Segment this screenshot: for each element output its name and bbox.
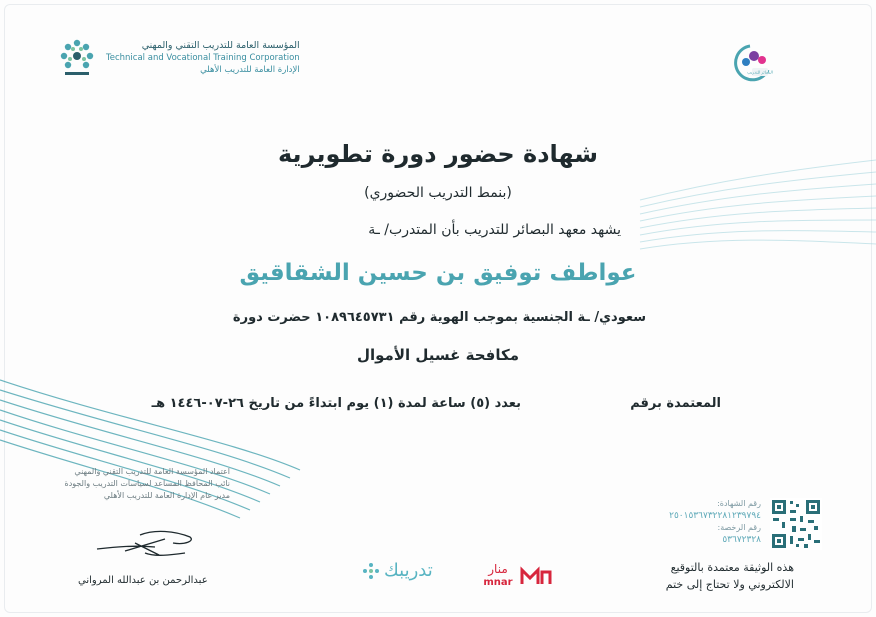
signer-title-2: نائب المحافظ المساعد لسياسات التدريب والجودة: [64, 479, 230, 488]
license-number-label: رقم الرخصة:: [717, 523, 761, 532]
mnar-logo-icon: [470, 560, 560, 590]
verification-info: [641, 498, 761, 546]
tvtc-logo-icon: [54, 35, 100, 81]
signer-title-1: اعتماد المؤسسة العامة للتدريب التقني والمهني: [74, 467, 230, 476]
license-number: ٥٣٦٧٢٣٢٨: [722, 535, 761, 545]
certificate-title: شهادة حضور دورة تطويرية: [278, 140, 598, 168]
basaer-logo-icon: [730, 40, 776, 86]
e-signature-note: [614, 559, 794, 593]
e-signature-note-line1: هذه الوثيقة معتمدة بالتوقيع: [670, 561, 794, 574]
signer-titles: [50, 466, 230, 502]
basaer-logo: [730, 40, 776, 90]
witness-statement: يشهد معهد البصائر للتدريب بأن المتدرب/ ـة: [368, 222, 621, 238]
basaer-logo-text: البصائر للتدريب: [747, 69, 773, 75]
trainee-name: عواطف توفيق بن حسين الشقاقيق: [239, 260, 637, 286]
course-duration: بعدد (٥) ساعة لمدة (١) يوم ابتداءً من تاريخ ٢٦-٠٧-١٤٤٦ هـ: [151, 396, 521, 411]
course-name: مكافحة غسيل الأموال: [357, 346, 519, 364]
qr-code-icon: [770, 498, 822, 550]
tadreeb-logo-text: تدريبك: [384, 560, 433, 581]
approval-number-label: المعتمدة برقم: [630, 396, 721, 411]
mnar-logo: [470, 560, 560, 594]
signature-icon: [95, 525, 205, 563]
tvtc-name-en: Technical and Vocational Training Corporation: [106, 53, 300, 63]
signer-title-3: مدير عام الإدارة العامة للتدريب الأهلي: [103, 491, 230, 500]
tvtc-name-ar: المؤسسة العامة للتدريب التقني والمهني: [141, 40, 300, 51]
mnar-logo-text-ar: منار: [488, 562, 508, 576]
mnar-logo-text-en: mnar: [483, 577, 513, 588]
tadreeb-logo: [362, 560, 433, 581]
nationality-id-line: سعودي/ ـة الجنسية بموجب الهوية رقم ١٠٨٩٦٤٥٧٣١ حضرت دورة: [232, 310, 646, 325]
tvtc-logo: [54, 35, 300, 81]
tvtc-department: الإدارة العامة للتدريب الأهلي: [200, 65, 300, 75]
cert-number: ٢٥٠١٥٣٦٧٣٢٢٨١٢٣٩٧٩٤: [669, 511, 761, 521]
e-signature-note-line2: الالكتروني ولا تحتاج إلى ختم: [665, 578, 794, 591]
signer-name: عبدالرحمن بن عبدالله المرواني: [78, 575, 208, 586]
cert-number-label: رقم الشهادة:: [717, 499, 761, 508]
tadreeb-logo-icon: [362, 562, 380, 580]
training-mode: (بنمط التدريب الحضوري): [364, 185, 512, 201]
